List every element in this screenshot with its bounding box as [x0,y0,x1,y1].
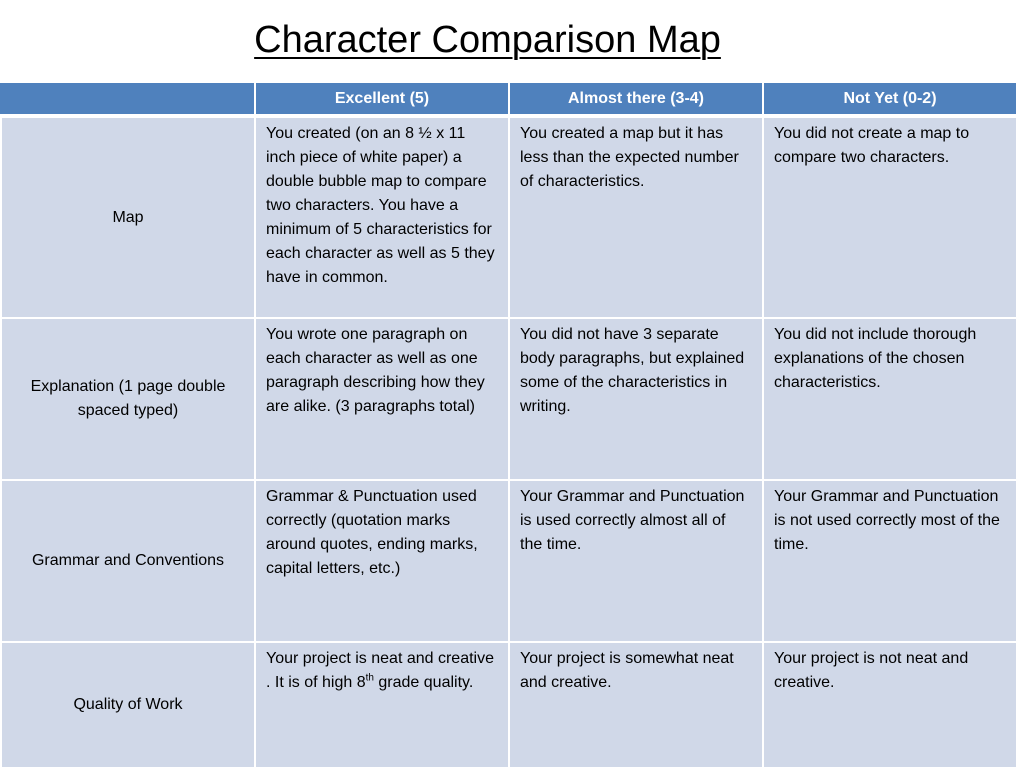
table-row [1,480,1017,642]
not-yet-cell: Your Grammar and Punctuation is not used correctly most of the time. [763,480,1017,642]
table-row [1,318,1017,480]
header-cell-almost-there: Almost there (3-4) [509,82,763,116]
criterion-cell: Explanation (1 page double spaced typed) [1,318,255,480]
header-row [1,82,1017,116]
almost-there-cell: Your Grammar and Punctuation is used correctly almost all of the time. [509,480,763,642]
not-yet-cell: You did not include thorough explanations of the chosen characteristics. [763,318,1017,480]
criterion-cell: Grammar and Conventions [1,480,255,642]
criterion-cell: Quality of Work [1,642,255,768]
table-row [1,116,1017,318]
criterion-cell: Map [1,116,255,318]
header-cell-not-yet: Not Yet (0-2) [763,82,1017,116]
header-cell-criteria [1,82,255,116]
excellent-cell: You created (on an 8 ½ x 11 inch piece of white paper) a double bubble map to compare two characters. You have a minimum of 5 characteristics for each character as well as 5 they have in common. [255,116,509,318]
not-yet-cell: Your project is not neat and creative. [763,642,1017,768]
excellent-text-part1: Your project is neat and creative . It is of high 8 [266,650,494,691]
excellent-cell: You wrote one paragraph on each character as well as one paragraph describing how they are alike. (3 paragraphs total) [255,318,509,480]
almost-there-cell: You created a map but it has less than the expected number of characteristics. [509,116,763,318]
almost-there-cell: Your project is somewhat neat and creative. [509,642,763,768]
page-title: Character Comparison Map [254,19,721,61]
excellent-cell: Grammar & Punctuation used correctly (quotation marks around quotes, ending marks, capital letters, etc.) [255,480,509,642]
header-cell-excellent: Excellent (5) [255,82,509,116]
rubric-table [0,81,1018,768]
ordinal-suffix: th [365,672,374,684]
not-yet-cell: You did not create a map to compare two characters. [763,116,1017,318]
almost-there-cell: You did not have 3 separate body paragraphs, but explained some of the characteristics in writing. [509,318,763,480]
table-row [1,642,1017,768]
excellent-text-part2: grade quality. [373,674,474,691]
excellent-cell [255,642,509,768]
